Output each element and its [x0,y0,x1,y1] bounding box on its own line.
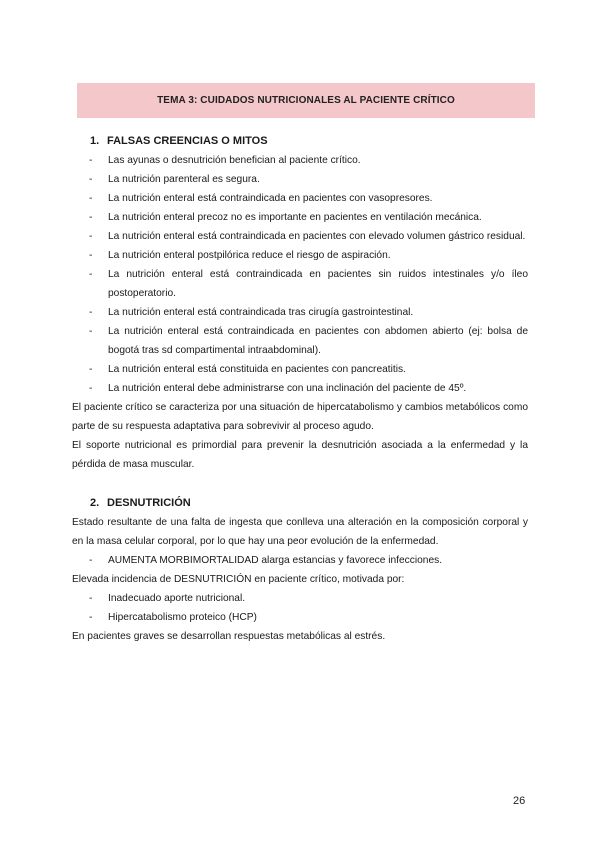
section-2-title: DESNUTRICIÓN [107,497,191,509]
topic-title: TEMA 3: CUIDADOS NUTRICIONALES AL PACIENTE CRÍTICO [157,95,455,106]
section-1-number: 1. [90,135,100,147]
causes-list [72,589,528,627]
list-item: - La nutrición enteral está contraindicada en pacientes con elevado volumen gástrico residual. [72,227,528,246]
list-item: - La nutrición enteral está contraindicada en pacientes con abdomen abierto (ej: bolsa de bogotá tras sd compartimental intraabdominal). [72,322,528,360]
list-item: - La nutrición enteral está contraindicada en pacientes sin ruidos intestinales y/o íleo postoperatorio. [72,265,528,303]
paragraph: El paciente crítico se caracteriza por una situación de hipercatabolismo y cambios metabólicos como parte de su respuesta adaptativa para sobrevivir al proceso agudo. [72,402,528,432]
page-number: 26 [513,795,526,807]
document-body [72,131,528,646]
list-item: - La nutrición enteral postpilórica reduce el riesgo de aspiración. [72,246,528,265]
section-2-heading [72,493,528,513]
section-1-title: FALSAS CREENCIAS O MITOS [107,135,268,147]
paragraph: Elevada incidencia de DESNUTRICIÓN en paciente crítico, motivada por: [72,574,405,585]
paragraph: El soporte nutricional es primordial para prevenir la desnutrición asociada a la enfermedad y la pérdida de masa muscular. [72,440,528,470]
list-item: - AUMENTA MORBIMORTALIDAD alarga estancias y favorece infecciones. [72,551,528,570]
section-2-number: 2. [90,497,100,509]
list-item: - Inadecuado aporte nutricional. [72,589,528,608]
paragraph: En pacientes graves se desarrollan respuestas metabólicas al estrés. [72,631,386,642]
list-item: - La nutrición enteral está contraindicada tras cirugía gastrointestinal. [72,303,528,322]
myths-list [72,151,528,398]
paragraph: Estado resultante de una falta de ingesta que conlleva una alteración en la composición corporal y en la masa celular corporal, por lo que hay una peor evolución de la enfermedad. [72,517,528,547]
section-1-heading [72,131,528,151]
list-item: - La nutrición parenteral es segura. [72,170,528,189]
list-item: - Hipercatabolismo proteico (HCP) [72,608,528,627]
list-item: - Las ayunas o desnutrición benefician al paciente crítico. [72,151,528,170]
topic-title-banner [77,83,535,118]
list-item: - La nutrición enteral está contraindicada en pacientes con vasopresores. [72,189,528,208]
morbimortality-list [72,551,528,570]
list-item: - La nutrición enteral debe administrarse con una inclinación del paciente de 45º. [72,379,528,398]
list-item: - La nutrición enteral precoz no es importante en pacientes en ventilación mecánica. [72,208,528,227]
list-item: - La nutrición enteral está constituida en pacientes con pancreatitis. [72,360,528,379]
